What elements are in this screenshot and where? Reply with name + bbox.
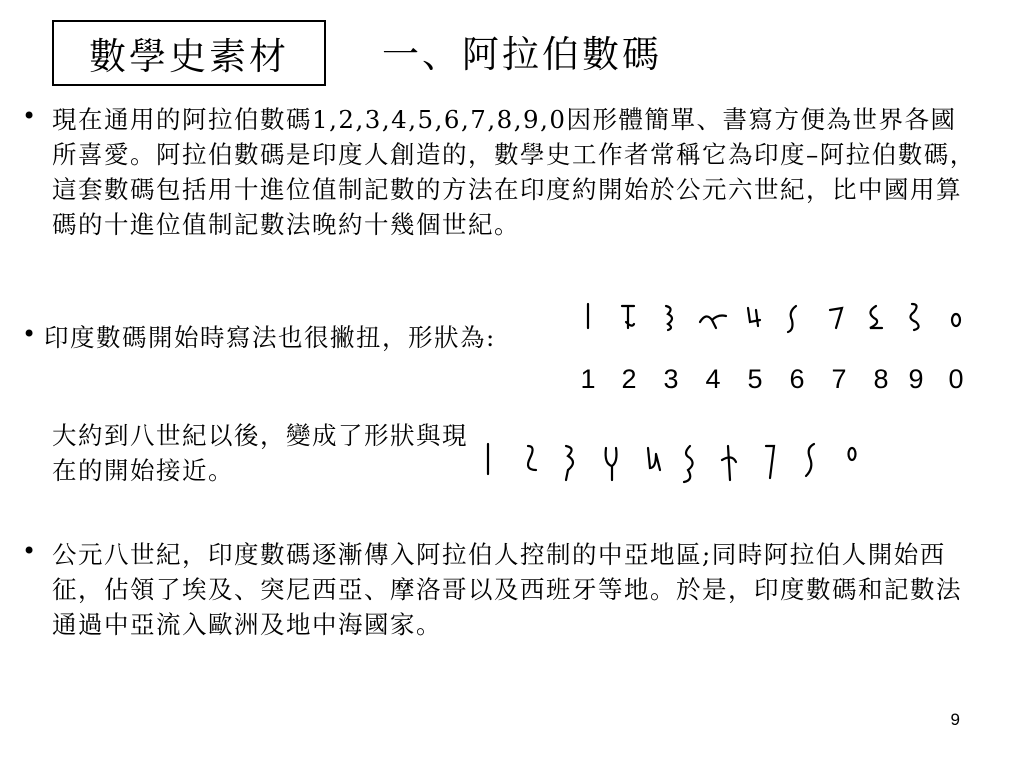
early-numerals-figure (570, 292, 970, 404)
slide-title: 一、阿拉伯數碼 (382, 33, 662, 76)
modern-digit-2: 2 (621, 364, 637, 394)
later-numeral-9 (806, 444, 814, 476)
later-numeral-3 (566, 446, 573, 480)
early-numeral-5 (748, 308, 760, 326)
modern-digit-3: 3 (663, 364, 679, 394)
later-numeral-0 (849, 448, 856, 460)
modern-digit-9: 9 (908, 364, 924, 394)
section-label: 數學史素材 (89, 35, 289, 78)
bullet-1-marker: • (22, 102, 37, 130)
later-numeral-5 (648, 448, 660, 470)
early-numeral-6 (788, 306, 796, 332)
modern-digit-5: 5 (747, 364, 763, 394)
later-numeral-8 (766, 446, 774, 478)
modern-digit-8: 8 (873, 364, 889, 394)
bullet-2-text: 印度數碼開始時寫法也很撇扭，形狀為: (44, 323, 496, 352)
modern-digit-0: 0 (948, 364, 964, 394)
later-numerals-figure (470, 424, 870, 506)
bullet-3-text: 公元八世紀，印度數碼逐漸傳入阿拉伯人控制的中亞地區;同時阿拉伯人開始西征，佔領了埃及、突尼西亞、摩洛哥以及西班牙等地。於是，印度數碼和記數法通過中亞流入歐洲及地中海國家。 (52, 540, 962, 639)
early-numeral-7 (830, 308, 842, 328)
early-numeral-2 (622, 306, 634, 328)
modern-digit-4: 4 (705, 364, 721, 394)
modern-digit-6: 6 (789, 364, 805, 394)
early-numeral-0 (952, 314, 960, 326)
early-numeral-4 (700, 316, 726, 329)
early-numerals-svg (570, 292, 970, 404)
paragraph-later-forms: 大約到八世紀以後，變成了形狀與現在的開始接近。 (52, 421, 468, 485)
modern-digit-7: 7 (831, 364, 847, 394)
section-label-box (52, 20, 326, 86)
early-numeral-3 (666, 306, 672, 330)
later-numeral-2 (528, 446, 536, 470)
page-number: 9 (950, 710, 960, 729)
modern-digit-1: 1 (580, 364, 596, 394)
later-numeral-4 (606, 448, 617, 480)
bullet-1-text: 現在通用的阿拉伯數碼1,2,3,4,5,6,7,8,9,0因形體簡單、書寫方便為世界各國所喜愛。阿拉伯數碼是印度人創造的，數學史工作者常稱它為印度–阿拉伯數碼，這套數碼包括用十進位值制記數的方法在印度約開始於公元六世紀，比中國用算碼的十進位值制記數法晚約十幾個世紀。 (52, 105, 976, 239)
bullet-3-marker: • (22, 537, 37, 565)
early-numeral-8 (870, 306, 882, 328)
later-numeral-7 (722, 446, 736, 480)
later-numeral-6 (684, 446, 693, 482)
early-numeral-9 (910, 304, 918, 330)
bullet-2-marker: • (22, 320, 37, 348)
later-numerals-svg (470, 424, 870, 506)
